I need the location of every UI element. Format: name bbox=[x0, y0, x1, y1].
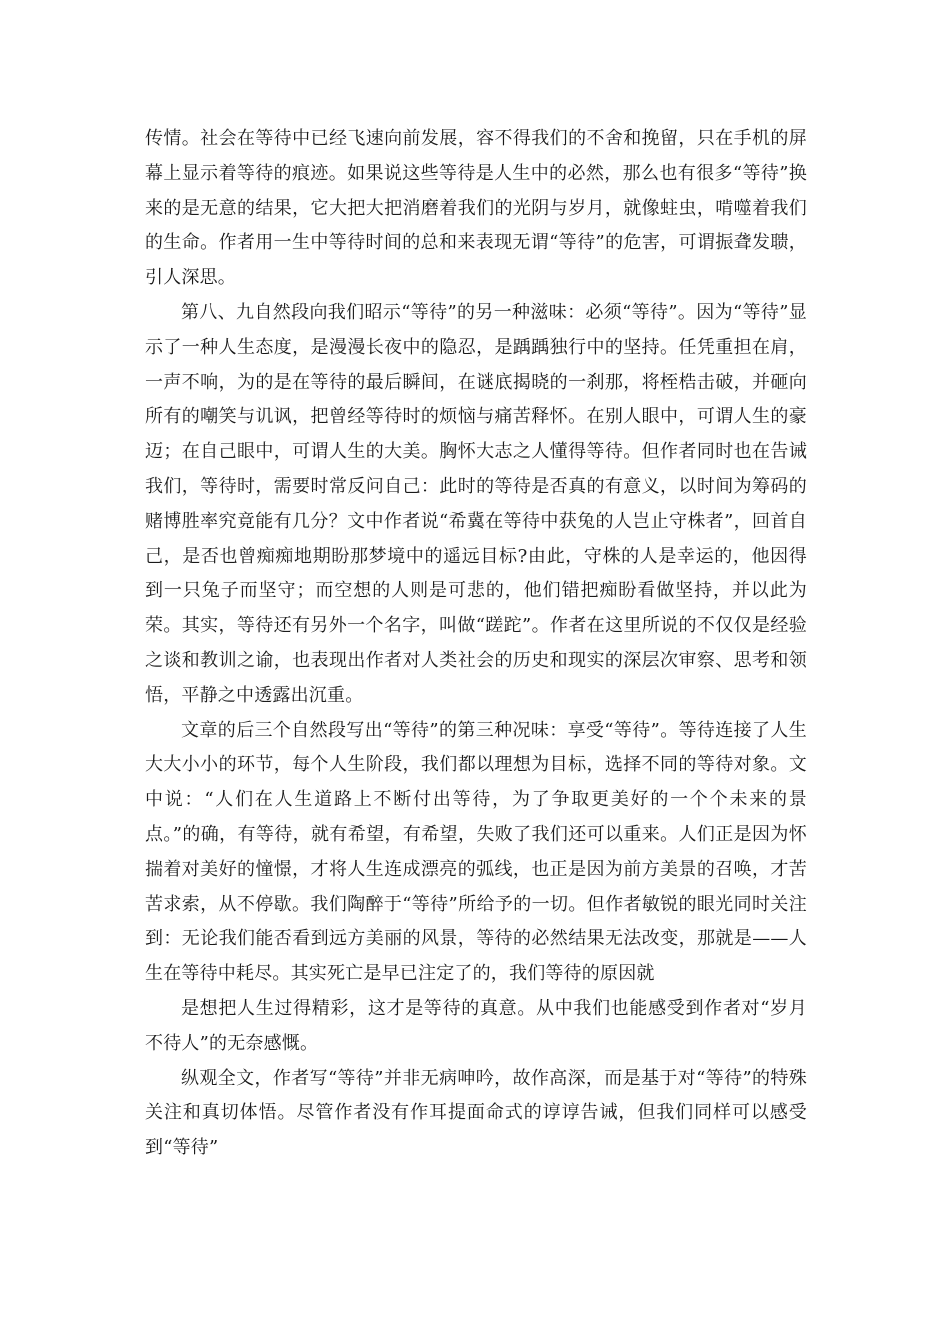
paragraph-true-meaning: 是想把人生过得精彩，这才是等待的真意。从中我们也能感受到作者对“岁月不待人”的无奈感慨。 bbox=[145, 997, 807, 1054]
paragraph-continuation: 传情。社会在等待中已经飞速向前发展，容不得我们的不舍和挽留，只在手机的屏幕上显示着等待的痕迹。如果说这些等待是人生中的必然，那么也有很多“等待”换来的是无意的结果，它大把大把消磨着我们的光阴与岁月，就像蛀虫，啃噬着我们的生命。作者用一生中等待时间的总和来表现无谓“等待”的危害，可谓振聋发聩，引人深思。 bbox=[145, 128, 807, 289]
paragraph-must-wait: 第八、九自然段向我们昭示“等待”的另一种滋味：必须“等待”。因为“等待”显示了一种人生态度，是漫漫长夜中的隐忍，是踽踽独行中的坚持。任凭重担在肩，一声不响，为的是在等待的最后瞬间，在谜底揭晓的一刹那，将桎梏击破，并砸向所有的嘲笑与讥讽，把曾经等待时的烦恼与痛苦释怀。在别人眼中，可谓人生的豪迈；在自己眼中，可谓人生的大美。胸怀大志之人懂得等待。但作者同时也在告诫我们，等待时，需要时常反问自己：此时的等待是否真的有意义，以时间为筹码的赌博胜率究竟能有几分？文中作者说“希冀在等待中获兔的人岂止守株者”，回首自己，是否也曾痴痴地期盼那梦境中的遥远目标?由此，守株的人是幸运的，他因得到一只兔子而坚守；而空想的人则是可悲的，他们错把痴盼看做坚持，并以此为荣。其实，等待还有另外一个名字，叫做“蹉跎”。作者在这里所说的不仅仅是经验之谈和教训之谕，也表现出作者对人类社会的历史和现实的深层次审察、思考和领悟，平静之中透露出沉重。 bbox=[145, 301, 807, 706]
body-text bbox=[145, 122, 807, 1166]
paragraph-overview: 纵观全文，作者写“等待”并非无病呻吟，故作高深，而是基于对“等待”的特殊关注和真切体悟。尽管作者没有作耳提面命式的谆谆告诫，但我们同样可以感受到“等待” bbox=[145, 1067, 807, 1159]
paragraph-enjoy-wait: 文章的后三个自然段写出“等待”的第三种况味：享受“等待”。等待连接了人生大大小小的环节，每个人生阶段，我们都以理想为目标，选择不同的等待对象。文中说：“人们在人生道路上不断付出等待，为了争取更美好的一个个未来的景点。”的确，有等待，就有希望，有希望，失败了我们还可以重来。人们正是因为怀揣着对美好的憧憬，才将人生连成漂亮的弧线，也正是因为前方美景的召唤，才苦苦求索，从不停歇。我们陶醉于“等待”所给予的一切。但作者敏锐的眼光同时关注到：无论我们能否看到远方美丽的风景，等待的必然结果无法改变，那就是——人生在等待中耗尽。其实死亡是早已注定了的，我们等待的原因就 bbox=[145, 719, 807, 985]
